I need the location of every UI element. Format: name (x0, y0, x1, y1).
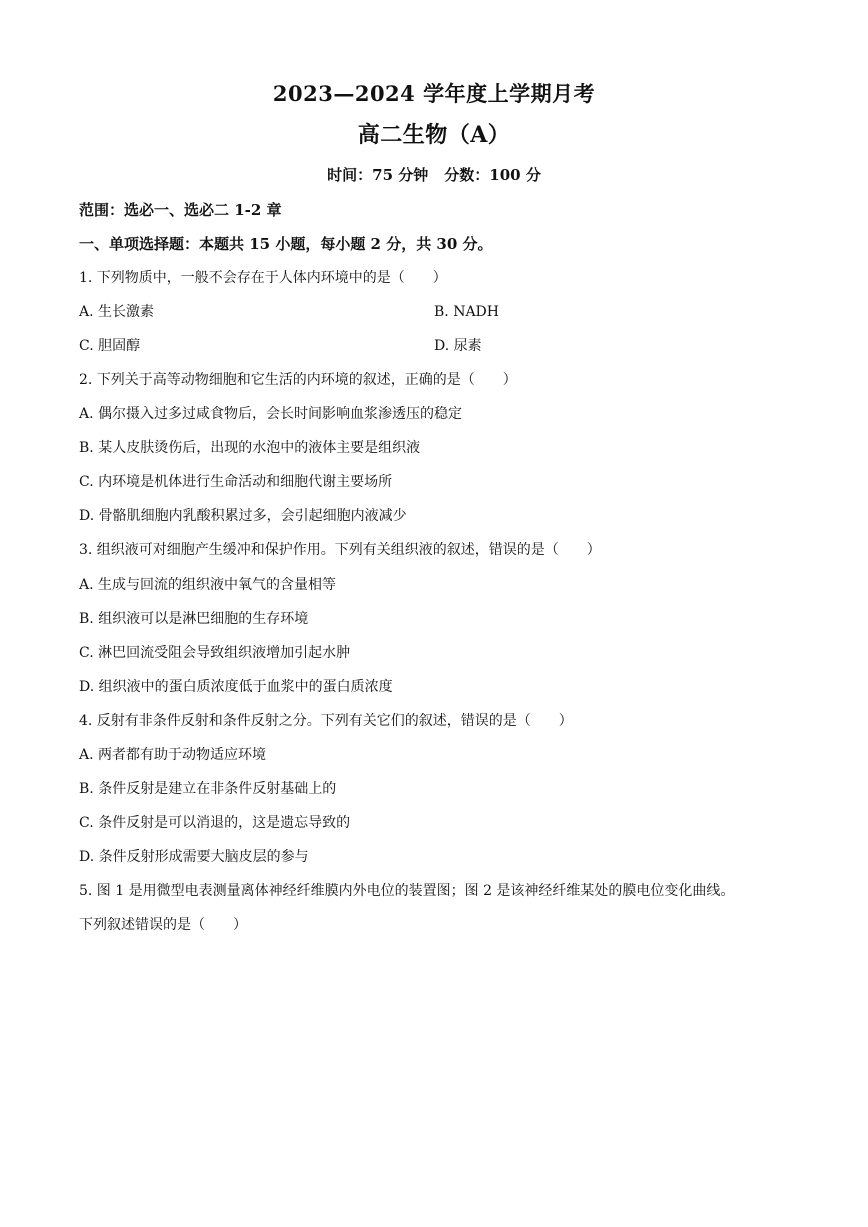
question-2-option-c: C. 内环境是机体进行生命活动和细胞代谢主要场所 (79, 474, 393, 490)
exam-scope: 范围：选必一、选必二 1-2 章 (79, 201, 282, 219)
question-3-option-d: D. 组织液中的蛋白质浓度低于血浆中的蛋白质浓度 (79, 679, 393, 695)
question-4-option-b: B. 条件反射是建立在非条件反射基础上的 (79, 781, 337, 797)
question-4-stem: 4. 反射有非条件反射和条件反射之分。下列有关它们的叙述，错误的是（ ） (79, 713, 573, 729)
question-1-option-d: D. 尿素 (434, 338, 482, 354)
question-2-option-d: D. 骨骼肌细胞内乳酸积累过多，会引起细胞内液减少 (79, 508, 407, 524)
question-1-option-a: A. 生长激素 (79, 304, 155, 320)
question-2-option-b: B. 某人皮肤烫伤后，出现的水泡中的液体主要是组织液 (79, 440, 421, 456)
exam-title: 2023—2024 学年度上学期月考 (272, 81, 596, 106)
exam-score: 分数：100 分 (444, 166, 541, 184)
question-2-option-a: A. 偶尔摄入过多过咸食物后，会长时间影响血浆渗透压的稳定 (79, 406, 463, 422)
question-1-option-c: C. 胆固醇 (79, 338, 141, 354)
section-heading: 一、单项选择题：本题共 15 小题，每小题 2 分，共 30 分。 (79, 235, 493, 253)
question-3-stem: 3. 组织液可对细胞产生缓冲和保护作用。下列有关组织液的叙述，错误的是（ ） (79, 542, 601, 558)
exam-meta (0, 164, 868, 185)
question-3-option-c: C. 淋巴回流受阻会导致组织液增加引起水肿 (79, 645, 351, 661)
question-4-option-c: C. 条件反射是可以消退的，这是遗忘导致的 (79, 815, 351, 831)
question-5-stem-continued: 下列叙述错误的是（ ） (79, 917, 247, 933)
exam-subject: 高二生物（A） (357, 122, 511, 148)
exam-time: 时间：75 分钟 (327, 166, 429, 184)
question-4-option-d: D. 条件反射形成需要大脑皮层的参与 (79, 849, 309, 865)
question-3-option-b: B. 组织液可以是淋巴细胞的生存环境 (79, 611, 309, 627)
question-1-stem: 1. 下列物质中，一般不会存在于人体内环境中的是（ ） (79, 270, 447, 286)
question-4-option-a: A. 两者都有助于动物适应环境 (79, 747, 267, 763)
question-5-stem: 5. 图 1 是用微型电表测量离体神经纤维膜内外电位的装置图；图 2 是该神经纤维某处的膜电位变化曲线。 (79, 883, 735, 899)
question-2-stem: 2. 下列关于高等动物细胞和它生活的内环境的叙述，正确的是（ ） (79, 372, 517, 388)
question-1-option-b: B. NADH (434, 304, 499, 320)
question-3-option-a: A. 生成与回流的组织液中氧气的含量相等 (79, 577, 337, 593)
